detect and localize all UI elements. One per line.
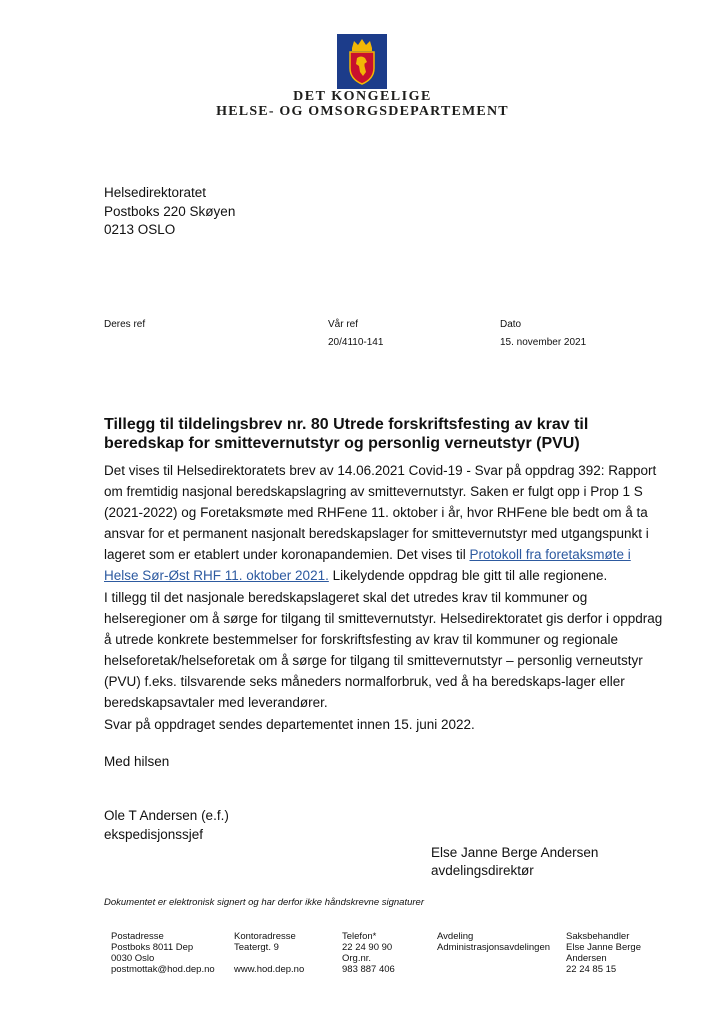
crown-lion-icon [337, 34, 387, 89]
footer-saksbehandler-line1: Else Janne Berge [566, 942, 641, 953]
footer-telefon [342, 931, 395, 975]
footer-telefon-number: 22 24 90 90 [342, 942, 393, 953]
var-ref-label: Vår ref [328, 319, 359, 330]
paragraph-1-text: Det vises til Helsedirektoratets brev av 14.06.2021 Covid-19 - Svar på oppdrag 392: Rapport om fremtidig nasjonal beredskapslagring av smittevernutstyr. Saken er fulgt opp i Prop 1 S (2021-2022) og Foretaksmøte med RHFene 11. oktober i år, hvor RHFene ble bedt om å ta ansvar for et permanent nasjonalt beredskapslager for smittevernutstyr med utgangspunkt i lageret som er etablert under koronapandemien. Det vises til [104, 463, 657, 562]
footer-postadresse-label: Postadresse [111, 931, 164, 942]
recipient-address: Postboks 220 Skøyen [104, 204, 236, 219]
paragraph-1 [104, 460, 664, 586]
signer-left-title: ekspedisjonssjef [104, 827, 204, 842]
var-ref-value: 20/4110-141 [328, 337, 384, 348]
deres-ref-label: Deres ref [104, 319, 146, 330]
footer-saksbehandler-line2: Andersen [566, 953, 607, 964]
recipient-name: Helsedirektoratet [104, 185, 207, 200]
closing-greeting: Med hilsen [104, 754, 170, 769]
footer-kontoradresse [234, 931, 304, 975]
footer-postadresse [111, 931, 215, 975]
footer-avdeling-label: Avdeling [437, 931, 474, 942]
signer-right-title: avdelingsdirektør [431, 863, 534, 878]
coat-of-arms-logo [337, 34, 387, 89]
dato-value: 15. november 2021 [500, 337, 587, 348]
dato-label: Dato [500, 319, 522, 330]
footer-saksbehandler-label: Saksbehandler [566, 931, 630, 942]
signer-right-name: Else Janne Berge Andersen [431, 845, 599, 860]
footer-website[interactable]: www.hod.dep.no [234, 964, 305, 975]
footer-postadresse-line2: 0030 Oslo [111, 953, 155, 964]
paragraph-3: Svar på oppdraget sendes departementet innen 15. juni 2022. [104, 717, 475, 732]
department-name-line2: HELSE- OG OMSORGSDEPARTEMENT [216, 104, 509, 119]
letter-title: Tillegg til tildelingsbrev nr. 80 Utrede forskriftsfesting av krav til beredskap for smittevernutstyr og personlig verneutstyr (PVU) [104, 416, 589, 452]
footer-kontoradresse-label: Kontoradresse [234, 931, 296, 942]
recipient-postcode: 0213 OSLO [104, 222, 176, 237]
footer-kontoradresse-line1: Teatergt. 9 [234, 942, 279, 953]
footer-saksbehandler [566, 931, 641, 975]
footer-saksbehandler-phone: 22 24 85 15 [566, 964, 617, 975]
footer-email[interactable]: postmottak@hod.dep.no [111, 964, 215, 975]
footer-orgnr-value: 983 887 406 [342, 964, 395, 975]
footer-orgnr-label: Org.nr. [342, 953, 372, 964]
paragraph-2: I tillegg til det nasjonale beredskapslageret skal det utredes krav til kommuner og helseregioner om å sørge for tilgang til smittevernutstyr. Helsedirektoratet gis derfor i oppdrag å utrede konkrete bestemmelser for forskriftsfesting av krav til kommuner og regionale helseforetak/helseforetak om å sørge for tilgang til smittevernutstyr – personlig verneutstyr (PVU) f.eks. tilsvarende seks måneders normalforbruk, ved å ha beredskaps-lager eller beredskapsavtaler med leverandører. [104, 590, 663, 710]
signature-disclaimer: Dokumentet er elektronisk signert og har derfor ikke håndskrevne signaturer [104, 897, 424, 908]
signer-left-name: Ole T Andersen (e.f.) [104, 808, 229, 823]
paragraph-1-end: Likelydende oppdrag ble gitt til alle regionene. [328, 568, 608, 583]
footer-avdeling [437, 931, 550, 953]
footer-avdeling-value: Administrasjonsavdelingen [437, 942, 551, 953]
protokoll-link[interactable]: Protokoll fra foretaksmøte i Helse Sør-Øst RHF 11. oktober 2021. [104, 547, 631, 583]
footer-postadresse-line1: Postboks 8011 Dep [111, 942, 194, 953]
footer-telefon-label: Telefon* [342, 931, 377, 942]
department-name-line1: DET KONGELIGE [293, 89, 432, 104]
